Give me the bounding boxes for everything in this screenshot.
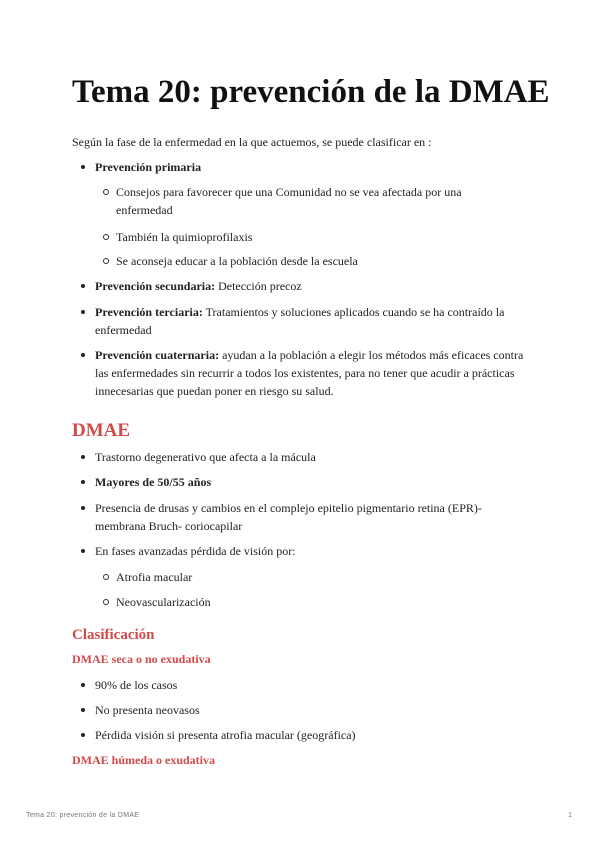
list-item-perdida-vision: Pérdida visión si presenta atrofia macular (geográfica) — [95, 726, 535, 744]
list-item-quimioprofilaxis: También la quimioprofilaxis — [116, 228, 536, 246]
label-primaria: Prevención primaria — [95, 160, 202, 174]
subheading-dmae-humeda: DMAE húmeda o exudativa — [72, 753, 216, 767]
list-item-trastorno: Trastorno degenerativo que afecta a la mácula — [95, 448, 535, 466]
list-item-neovasos: No presenta neovasos — [95, 701, 535, 719]
text-secundaria: Detección precoz — [215, 279, 302, 293]
label-terciaria: Prevención terciaria: — [95, 305, 203, 319]
list-item-educar: Se aconseja educar a la población desde la escuela — [116, 252, 536, 270]
section-heading-clasificacion: Clasificación — [72, 627, 155, 643]
intro-paragraph: Según la fase de la enfermedad en la que actuemos, se puede clasificar en : — [72, 135, 432, 149]
footer-title: Tema 20: prevención de la DMAE — [26, 812, 140, 819]
list-item-prevencion-secundaria — [95, 277, 535, 295]
list-item-prevencion-cuaternaria — [95, 346, 531, 400]
list-item-90-casos: 90% de los casos — [95, 676, 535, 694]
label-mayores: Mayores de 50/55 años — [95, 475, 212, 489]
list-item-atrofia-macular: Atrofia macular — [116, 568, 536, 586]
label-cuaternaria: Prevención cuaternaria: — [95, 348, 220, 362]
list-item-fases-avanzadas: En fases avanzadas pérdida de visión por: — [95, 542, 535, 560]
list-item-mayores — [95, 473, 535, 491]
footer-page-number: 1 — [568, 812, 572, 819]
text-cuaternaria: ayudan a la población a elegir los métodos más eficaces contra las enfermedades sin recurrir a todos los existentes, para no tener que acudir a prácticas innecesarias que puedan poner en riesgo su salud. — [95, 348, 524, 398]
subheading-dmae-seca: DMAE seca o no exudativa — [72, 652, 211, 666]
list-item-prevencion-terciaria — [95, 303, 515, 339]
page-title: Tema 20: prevención de la DMAE — [72, 74, 550, 110]
list-item-neovascularizacion: Neovascularización — [116, 593, 536, 611]
section-heading-dmae: DMAE — [72, 420, 131, 441]
list-item-prevencion-primaria — [95, 158, 535, 176]
text-terciaria: Tratamientos y soluciones aplicados cuando se ha contraído la enfermedad — [95, 305, 505, 337]
list-item-consejos: Consejos para favorecer que una Comunidad no se vea afectada por una enfermedad — [116, 183, 476, 219]
list-item-drusas: Presencia de drusas y cambios en el complejo epitelio pigmentario retina (EPR)- membrana Bruch- coriocapilar — [95, 499, 495, 535]
label-secundaria: Prevención secundaria: — [95, 279, 216, 293]
